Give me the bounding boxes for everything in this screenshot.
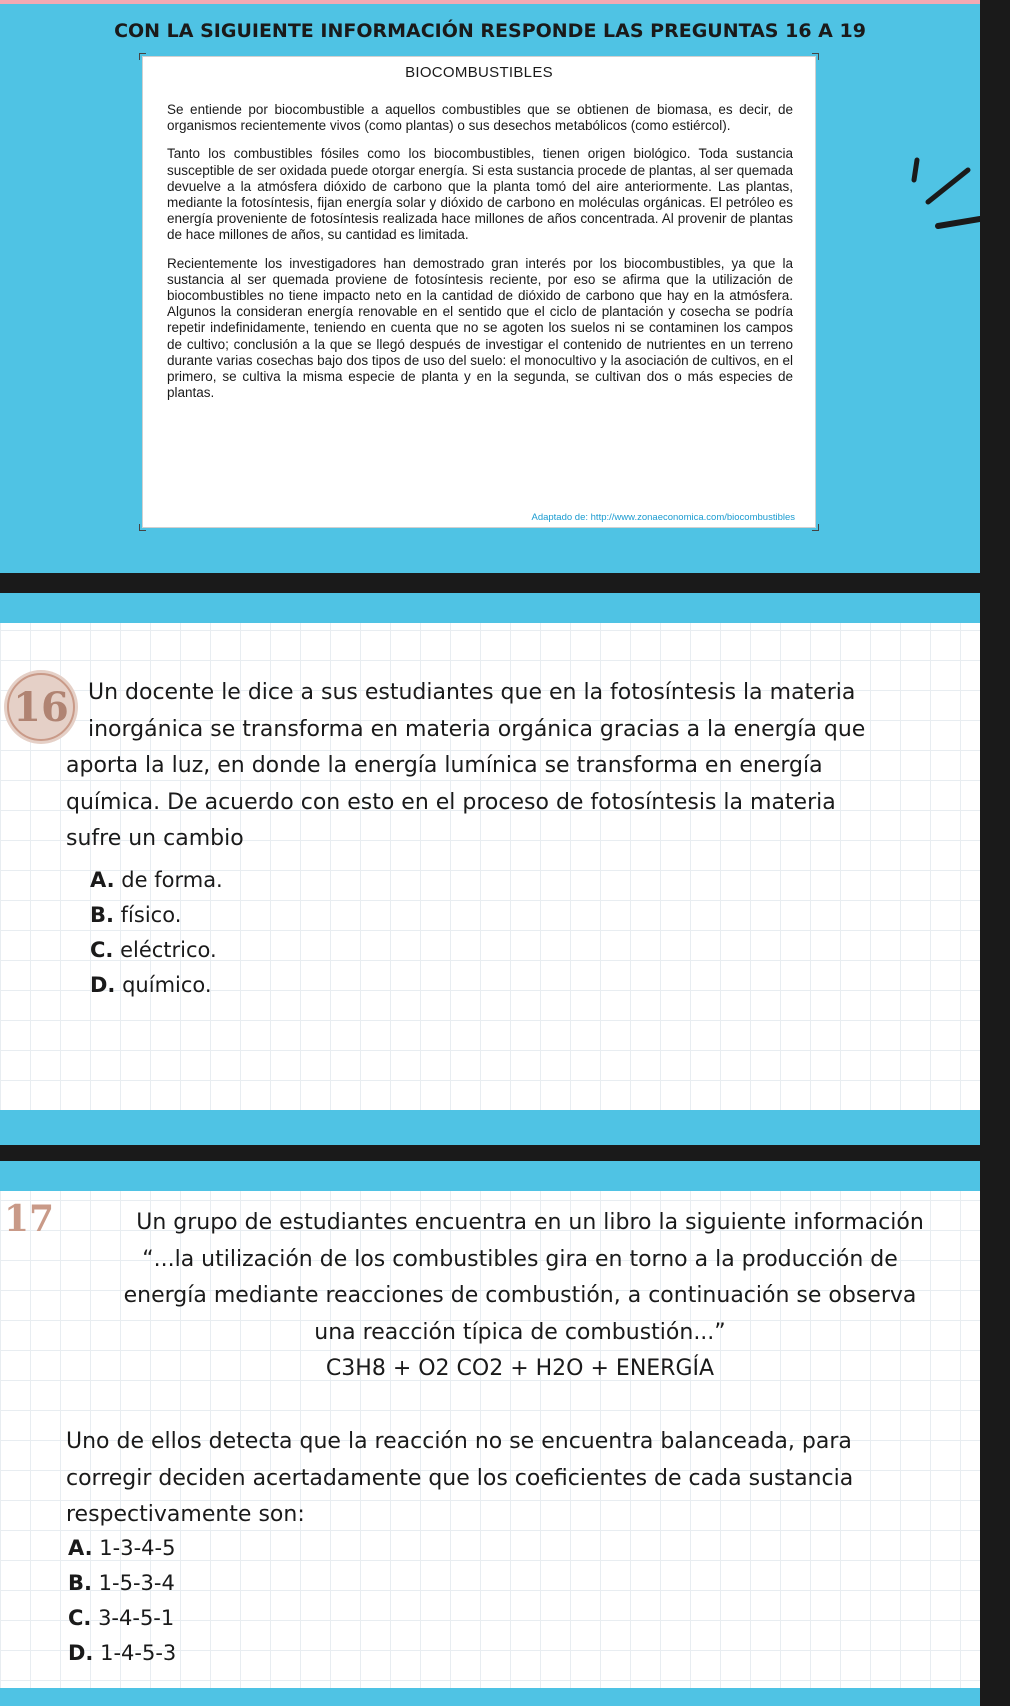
question-line: química. De acuerdo con esto en el proceso de fotosíntesis la materia bbox=[66, 789, 836, 815]
question-16-text bbox=[88, 675, 968, 748]
corner-mark bbox=[139, 524, 146, 531]
divider-blue bbox=[0, 1110, 980, 1145]
option-letter: B. bbox=[68, 1571, 92, 1595]
option-letter: A. bbox=[90, 868, 115, 892]
divider-dark bbox=[0, 573, 980, 593]
answer-option[interactable] bbox=[90, 898, 181, 932]
corner-mark bbox=[139, 53, 146, 60]
divider-dark bbox=[0, 1145, 980, 1161]
question-number-badge bbox=[2, 668, 80, 746]
corner-mark bbox=[812, 524, 819, 531]
divider-blue bbox=[0, 1161, 980, 1191]
question-line: Un docente le dice a sus estudiantes que en la fotosíntesis la materia bbox=[88, 680, 856, 705]
question-number: 17 bbox=[4, 1198, 55, 1240]
question-line: respectivamente son: bbox=[66, 1502, 305, 1527]
option-letter: C. bbox=[90, 938, 114, 962]
bottom-band bbox=[0, 1688, 980, 1706]
question-number: 16 bbox=[13, 684, 69, 731]
option-text: 1-5-3-4 bbox=[91, 1571, 175, 1595]
question-17-body bbox=[66, 1424, 966, 1534]
question-line: aporta la luz, en donde la energía lumínica se transforma en energía bbox=[66, 753, 823, 778]
option-text: químico. bbox=[115, 973, 212, 997]
reading-card bbox=[142, 56, 816, 528]
answer-option[interactable] bbox=[68, 1601, 174, 1635]
option-letter: A. bbox=[68, 1536, 93, 1560]
answer-option[interactable] bbox=[90, 933, 217, 967]
answer-option[interactable] bbox=[68, 1636, 176, 1670]
chemical-equation: C3H8 + O2 CO2 + H2O + ENERGÍA bbox=[325, 1356, 715, 1381]
option-text: de forma. bbox=[114, 868, 223, 892]
answer-option[interactable] bbox=[68, 1566, 175, 1600]
option-text: 1-4-5-3 bbox=[93, 1641, 177, 1665]
question-line: Uno de ellos detecta que la reacción no se encuentra balanceada, para bbox=[66, 1429, 852, 1454]
corner-mark bbox=[812, 53, 819, 60]
answer-option[interactable] bbox=[90, 863, 223, 897]
option-letter: D. bbox=[90, 973, 116, 997]
section-header: CON LA SIGUIENTE INFORMACIÓN RESPONDE LAS PREGUNTAS 16 A 19 bbox=[114, 20, 866, 42]
question-17-text bbox=[70, 1205, 970, 1388]
question-16-text-cont bbox=[66, 748, 966, 858]
source-citation: Adaptado de: http://www.zonaeconomica.com/biocombustibles bbox=[531, 512, 795, 523]
answer-option[interactable] bbox=[68, 1531, 175, 1565]
reading-paragraph: Se entiende por biocombustible a aquellos combustibles que se obtienen de biomasa, es decir, de organismos recientemente vivos (como plantas) o sus desechos metabólicos (como estiércol). bbox=[167, 102, 793, 134]
option-letter: B. bbox=[90, 903, 114, 927]
question-line: inorgánica se transforma en materia orgánica gracias a la energía que bbox=[88, 716, 866, 742]
reading-title: BIOCOMBUSTIBLES bbox=[405, 64, 553, 81]
question-line: Un grupo de estudiantes encuentra en un libro la siguiente información bbox=[136, 1210, 924, 1235]
question-line: sufre un cambio bbox=[66, 826, 244, 851]
option-letter: D. bbox=[68, 1641, 94, 1665]
answer-option[interactable] bbox=[90, 968, 212, 1002]
reading-paragraph: Recientemente los investigadores han demostrado gran interés por los biocombustibles, ya que la sustancia al ser quemada proviene de fotosíntesis reciente, por eso se afirma que la utilización de biocombustibles no tiene impacto neto en la cantidad de dióxido de carbono que hay en la atmósfera. Algunos la consideran energía renovable en el sentido que el ciclo de plantación y cosecha se podría repetir indefinidamente, teniendo en cuenta que no se agoten los suelos ni se contaminen los campos de cultivo; conclusión a la que se llegó después de investigar el contenido de nutrientes en un terreno durante varias cosechas bajo dos tipos de uso del suelo: el monocultivo y la asociación de cultivos, en el primero, se cultiva la misma especie de planta y en la segunda, se cultivan dos o más especies de plantas. bbox=[167, 255, 793, 401]
question-line: una reacción típica de combustión...” bbox=[314, 1319, 726, 1345]
question-line: energía mediante reacciones de combustión, a continuación se observa bbox=[123, 1283, 917, 1308]
option-text: 3-4-5-1 bbox=[91, 1606, 175, 1630]
reading-paragraph: Tanto los combustibles fósiles como los biocombustibles, tienen origen biológico. Toda sustancia susceptible de ser oxidada puede otorgar energía. Si esta sustancia procede de plantas, al ser quemada devuelve a la atmósfera dióxido de carbono que la planta tomó del aire anteriormente. Las plantas, mediante la fotosíntesis, fijan energía solar y dióxido de carbono en moléculas orgánicas. El petróleo es energía proveniente de fotosíntesis realizada hace millones de años concentrada. Al provenir de plantas de hace millones de años, su cantidad es limitada. bbox=[167, 146, 793, 243]
option-text: físico. bbox=[113, 903, 182, 927]
divider-blue bbox=[0, 593, 980, 623]
option-text: 1-3-4-5 bbox=[92, 1536, 176, 1560]
pencil-strokes-icon bbox=[900, 140, 980, 240]
option-letter: C. bbox=[68, 1606, 92, 1630]
question-line: “...la utilización de los combustibles gira en torno a la producción de bbox=[142, 1246, 898, 1272]
option-text: eléctrico. bbox=[113, 938, 217, 962]
right-edge-bar bbox=[980, 0, 1010, 1706]
reading-body bbox=[167, 102, 793, 413]
question-line: corregir deciden acertadamente que los coeficientes de cada sustancia bbox=[66, 1465, 854, 1491]
